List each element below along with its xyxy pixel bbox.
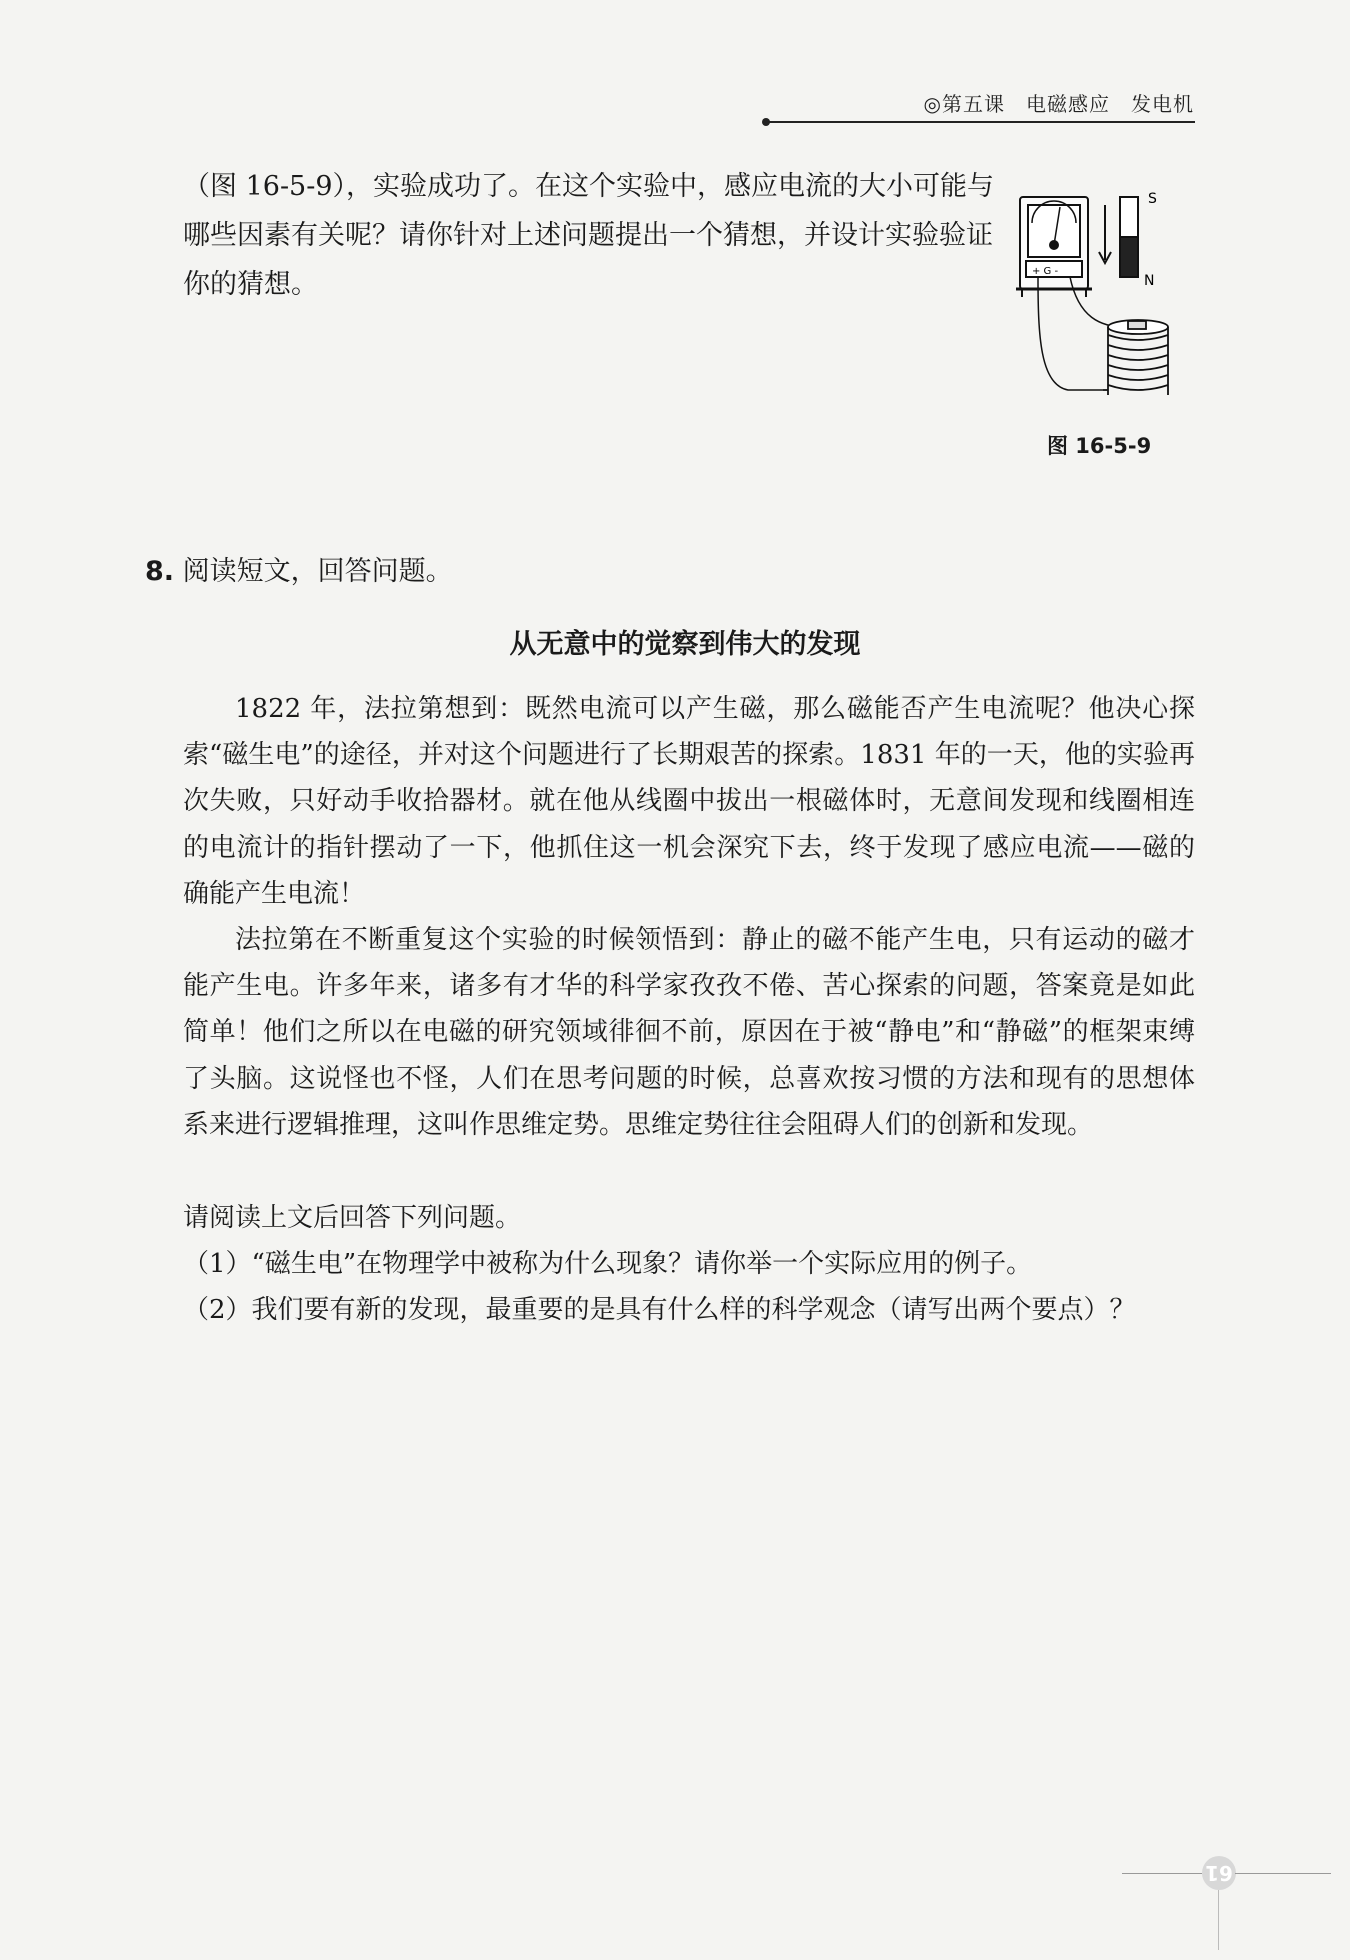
question-8-header xyxy=(145,552,453,592)
footer-rule xyxy=(1122,1873,1202,1874)
footer-rule xyxy=(1235,1873,1331,1874)
article-paragraph: 法拉第在不断重复这个实验的时候领悟到：静止的磁不能产生电，只有运动的磁才能产生电。许多年来，诸多有才华的科学家孜孜不倦、苦心探索的问题，答案竟是如此简单！他们之所以在电磁的研究领域徘徊不前，原因在于被“静电”和“静磁”的框架束缚了头脑。这说怪也不怪，人们在思考问题的时候，总喜欢按习惯的方法和现有的思想体系来进行逻辑推理，这叫作思维定势。思维定势往往会阻碍人们的创新和发现。 xyxy=(183,925,1195,1140)
footer-tick xyxy=(1218,1890,1219,1950)
questions-intro: 请阅读上文后回答下列问题。 xyxy=(183,1203,522,1233)
galvanometer xyxy=(1016,197,1092,297)
sub-question-1: （1）“磁生电”在物理学中被称为什么现象？请你举一个实际应用的例子。 xyxy=(183,1249,1033,1279)
coil xyxy=(1103,320,1168,395)
meter-terminal-label: + G - xyxy=(1032,266,1059,277)
article-paragraph: 1822 年，法拉第想到：既然电流可以产生磁，那么磁能否产生电流呢？他决心探索“磁生电”的途径，并对这个问题进行了长期艰苦的探索。1831 年的一天，他的实验再次失败，只好动手收拾器材。就在他从线圈中拔出一根磁体时，无意间发现和线圈相连的电流计的指针摆动了一下，他抓住这一机会深究下去，终于发现了感应电流——磁的确能产生电流！ xyxy=(183,694,1195,909)
question-7-continuation: （图 16-5-9），实验成功了。在这个实验中，感应电流的大小可能与哪些因素有关呢？请你针对上述问题提出一个猜想，并设计实验验证你的猜想。 xyxy=(183,171,995,300)
sub-question-2: （2）我们要有新的发现，最重要的是具有什么样的科学观念（请写出两个要点）？ xyxy=(183,1295,1136,1325)
magnet-n-label: N xyxy=(1144,273,1155,289)
downward-arrow-icon xyxy=(1099,205,1111,263)
article-body xyxy=(183,686,1195,1148)
question-8-prompt: 阅读短文，回答问题。 xyxy=(182,556,453,587)
question-number: 8. xyxy=(145,556,175,587)
page-header-title: ◎第五课 电磁感应 发电机 xyxy=(923,92,1194,116)
figure-galvanometer-coil-magnet xyxy=(1008,185,1208,420)
header-rule xyxy=(765,121,1195,123)
article-title: 从无意中的觉察到伟大的发现 xyxy=(509,629,861,660)
figure-caption: 图 16-5-9 xyxy=(1047,434,1152,458)
question-list xyxy=(183,1195,1195,1333)
bar-magnet xyxy=(1120,197,1138,277)
magnet-s-label: S xyxy=(1148,191,1157,207)
page-number: 61 xyxy=(1202,1856,1236,1890)
